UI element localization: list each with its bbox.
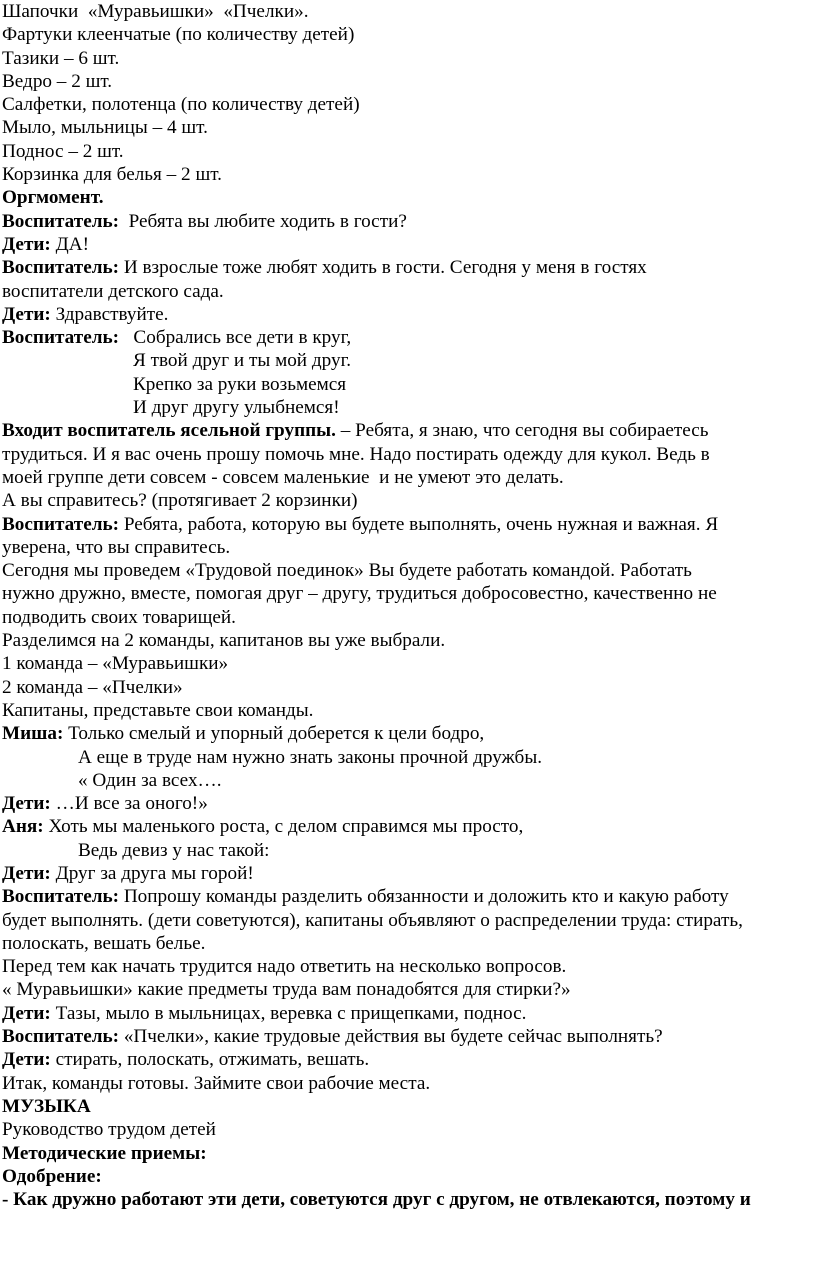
text-line (2, 140, 816, 163)
line-text: Хоть мы маленького роста, с делом справимся мы просто, (43, 816, 524, 838)
text-line (2, 699, 816, 722)
dialogue-line (2, 815, 816, 838)
line-text: ДА! (50, 233, 89, 255)
text-line (2, 978, 816, 1001)
section-heading (2, 1142, 816, 1165)
dialogue-line (2, 722, 816, 745)
line-text: Ведь девиз у нас такой: (78, 839, 270, 861)
text-line (2, 0, 816, 23)
line-text: воспитатели детского сада. (2, 280, 224, 302)
text-line (2, 23, 816, 46)
dialogue-line (2, 885, 816, 908)
line-text: Тазы, мыло в мыльницах, веревка с прищепками, поднос. (50, 1002, 527, 1024)
line-text: будет выполнять. (дети советуются), капитаны объявляют о распределении труда: стирать, (2, 909, 743, 931)
speaker-label: Дети: (2, 1002, 51, 1024)
text-line (2, 629, 816, 652)
text-line (2, 932, 816, 955)
line-bold: Одобрение: (2, 1165, 102, 1187)
line-text: Здравствуйте. (50, 303, 169, 325)
text-line (2, 280, 816, 303)
speaker-label: Воспитатель: (2, 210, 120, 232)
line-text: Фартуки клеенчатые (по количеству детей) (2, 24, 355, 46)
dialogue-line (2, 1002, 816, 1025)
speaker-label: Воспитатель: (2, 513, 120, 535)
line-text: Ребята, работа, которую вы будете выполнять, очень нужная и важная. Я (119, 513, 719, 535)
line-bold: - Как дружно работают эти дети, советуются друг с другом, не отвлекаются, поэтому и (2, 1189, 751, 1211)
section-heading (2, 1095, 816, 1118)
line-text: Руководство трудом детей (2, 1119, 216, 1141)
line-text: Только смелый и упорный доберется к цели бодро, (63, 723, 485, 745)
line-text: Ведро – 2 шт. (2, 70, 113, 92)
poem-line (2, 396, 816, 419)
line-text: Шапочки «Муравьишки» «Пчелки». (2, 1, 309, 22)
speaker-label: Аня: (2, 816, 44, 838)
speaker-label: Воспитатель: (2, 327, 120, 349)
poem-line (2, 769, 816, 792)
dialogue-line (2, 792, 816, 815)
line-text: Попрошу команды разделить обязанности и доложить кто и какую работу (119, 886, 729, 908)
line-text: Крепко за руки возьмемся (133, 373, 347, 395)
line-text: Сегодня мы проведем «Трудовой поединок» Вы будете работать командой. Работать (2, 560, 692, 582)
line-text: А еще в труде нам нужно знать законы прочной дружбы. (78, 746, 543, 768)
text-line (2, 443, 816, 466)
text-line (2, 559, 816, 582)
line-text: А вы справитесь? (протягивает 2 корзинки) (2, 490, 358, 512)
line-text: Ребята вы любите ходить в гости? (119, 210, 407, 232)
line-text: Разделимся на 2 команды, капитанов вы уже выбрали. (2, 630, 446, 652)
dialogue-line (2, 862, 816, 885)
line-text: «Пчелки», какие трудовые действия вы будете сейчас выполнять? (119, 1026, 663, 1048)
dialogue-line (2, 256, 816, 279)
line-text: полоскать, вешать белье. (2, 932, 206, 954)
speaker-label: Дети: (2, 793, 51, 815)
text-line (2, 466, 816, 489)
dialogue-line (2, 513, 816, 536)
dialogue-line (2, 1025, 816, 1048)
line-text: Корзинка для белья – 2 шт. (2, 164, 222, 186)
line-text: Собрались все дети в круг, (119, 327, 352, 349)
text-line (2, 582, 816, 605)
line-text: Друг за друга мы горой! (50, 862, 254, 884)
text-line (2, 1118, 816, 1141)
dialogue-line (2, 326, 816, 349)
line-text: Мыло, мыльницы – 4 шт. (2, 117, 208, 139)
dialogue-line (2, 233, 816, 256)
line-text: …И все за оного!» (50, 793, 208, 815)
line-text: 1 команда – «Муравьишки» (2, 653, 229, 675)
poem-line (2, 349, 816, 372)
speaker-label: Воспитатель: (2, 257, 120, 279)
text-line (2, 536, 816, 559)
text-line (2, 955, 816, 978)
dialogue-line (2, 210, 816, 233)
poem-line (2, 746, 816, 769)
text-line (2, 163, 816, 186)
poem-line (2, 373, 816, 396)
line-text: И друг другу улыбнемся! (133, 397, 340, 419)
speaker-label: Воспитатель: (2, 1026, 120, 1048)
line-text: – Ребята, я знаю, что сегодня вы собираетесь (335, 420, 709, 442)
line-text: Поднос – 2 шт. (2, 140, 124, 162)
line-text: И взрослые тоже любят ходить в гости. Сегодня у меня в гостях (119, 257, 647, 279)
text-line (2, 606, 816, 629)
line-text: стирать, полоскать, отжимать, вешать. (50, 1049, 370, 1071)
line-text: « Один за всех…. (78, 769, 222, 791)
line-text: 2 команда – «Пчелки» (2, 676, 183, 698)
line-text: нужно дружно, вместе, помогая друг – другу, трудиться добросовестно, качественно не (2, 583, 717, 605)
text-line (2, 489, 816, 512)
dialogue-line (2, 303, 816, 326)
text-line (2, 93, 816, 116)
dialogue-line (2, 1048, 816, 1071)
text-line (2, 116, 816, 139)
bold-paragraph-line (2, 1188, 816, 1211)
speaker-label: Дети: (2, 233, 51, 255)
text-line (2, 909, 816, 932)
line-text: Перед тем как начать трудится надо ответить на несколько вопросов. (2, 956, 567, 978)
text-line (2, 676, 816, 699)
dialogue-line (2, 419, 816, 442)
line-text: трудиться. И я вас очень прошу помочь мне. Надо постирать одежду для кукол. Ведь в (2, 443, 710, 465)
text-line (2, 652, 816, 675)
line-text: Я твой друг и ты мой друг. (133, 350, 352, 372)
line-text: Итак, команды готовы. Займите свои рабочие места. (2, 1072, 431, 1094)
line-text: Капитаны, представьте свои команды. (2, 699, 314, 721)
line-bold: МУЗЫКА (2, 1095, 91, 1117)
section-heading (2, 1165, 816, 1188)
speaker-label: Дети: (2, 1049, 51, 1071)
line-text: Салфетки, полотенца (по количеству детей) (2, 94, 360, 116)
line-bold: Методические приемы: (2, 1142, 207, 1164)
speaker-label: Дети: (2, 303, 51, 325)
line-text: уверена, что вы справитесь. (2, 536, 231, 558)
line-text: Тазики – 6 шт. (2, 47, 120, 69)
line-text: подводить своих товарищей. (2, 606, 236, 628)
poem-line (2, 839, 816, 862)
speaker-label: Воспитатель: (2, 886, 120, 908)
speaker-label: Дети: (2, 862, 51, 884)
speaker-label: Миша: (2, 723, 64, 745)
speaker-label: Входит воспитатель ясельной группы. (2, 420, 336, 442)
line-bold: Оргмомент. (2, 187, 104, 209)
text-line (2, 47, 816, 70)
line-text: моей группе дети совсем - совсем маленькие и не умеют это делать. (2, 466, 564, 488)
text-line (2, 70, 816, 93)
line-text: « Муравьишки» какие предметы труда вам понадобятся для стирки?» (2, 979, 571, 1001)
text-line (2, 1072, 816, 1095)
section-heading (2, 186, 816, 209)
